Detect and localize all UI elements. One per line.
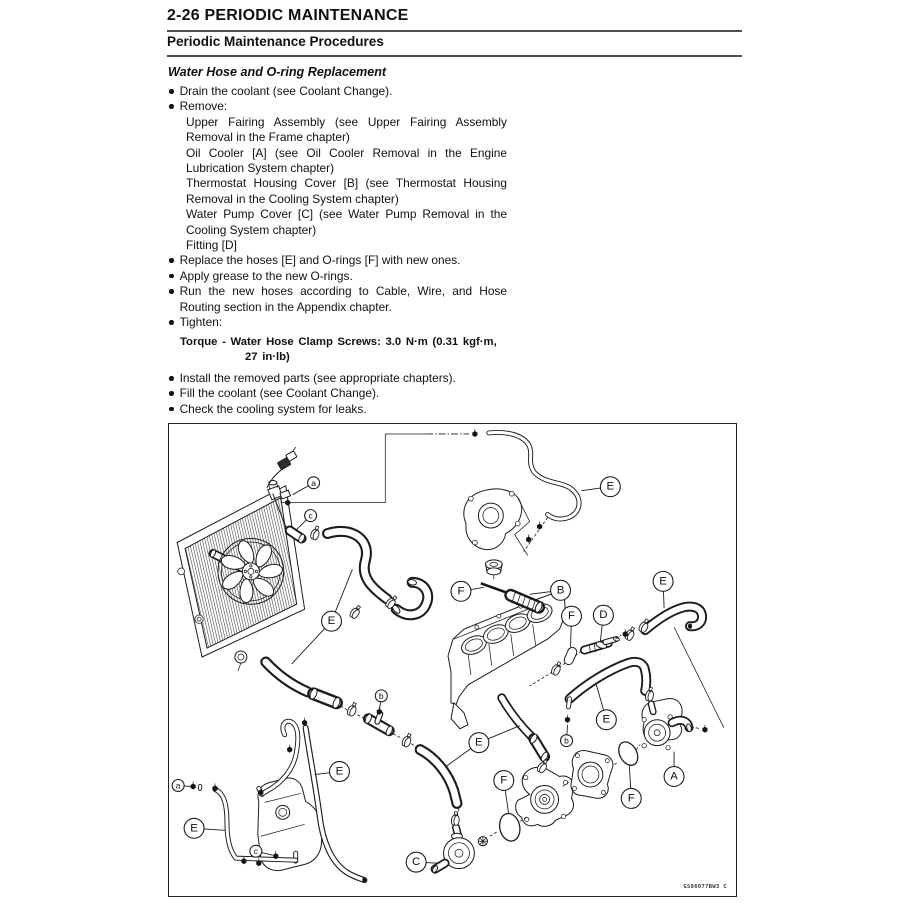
- svg-text:E: E: [190, 822, 198, 835]
- procedure-step: [167, 84, 507, 99]
- hose-clamp: [451, 811, 461, 825]
- svg-text:A: A: [670, 770, 678, 783]
- routing-leader-line: [281, 434, 426, 503]
- procedure-step: [167, 284, 507, 315]
- step-text: Oil Cooler [A] (see Oil Cooler Removal in the Engine Lubrication System chapter): [186, 145, 507, 176]
- bullet-dot: [169, 376, 174, 381]
- svg-text:b: b: [564, 735, 569, 746]
- bolt: [212, 783, 217, 791]
- step-text: Upper Fairing Assembly (see Upper Fairing Assembly Removal in the Frame chapter): [186, 114, 507, 145]
- procedure-step: [167, 371, 507, 386]
- svg-text:E: E: [327, 615, 336, 628]
- bypass-hose: [569, 662, 647, 707]
- procedure-title: Water Hose and O-ring Replacement: [168, 65, 387, 79]
- thermostat-seal: [481, 583, 506, 592]
- procedure-step: [167, 207, 507, 238]
- callout-F: [494, 771, 514, 815]
- procedure-step: [167, 176, 507, 207]
- bolt: [191, 781, 196, 789]
- cooling-system-figure: [168, 423, 737, 897]
- hose-end: [688, 623, 692, 628]
- cooler-o-ring: [615, 739, 642, 769]
- callout-E: [446, 726, 520, 767]
- diagram-code: GS06077BW3 C: [683, 884, 727, 891]
- pump-o-ring: [497, 812, 522, 843]
- step-text: Run the new hoses according to Cable, Wire, and Hose Routing section in the Appendix chapter.: [179, 284, 507, 314]
- svg-text:F: F: [567, 610, 575, 623]
- thermostat: [485, 560, 502, 579]
- bullet-dot: [169, 407, 174, 412]
- svg-text:E: E: [602, 713, 611, 726]
- section-header: Periodic Maintenance Procedures: [167, 34, 384, 49]
- callout-F: [621, 765, 641, 809]
- hose-clamp: [550, 661, 563, 677]
- hose-end: [362, 877, 366, 882]
- step-text: Remove:: [179, 99, 228, 114]
- callout-E: [184, 818, 225, 838]
- bolt: [537, 522, 542, 530]
- step-text: Thermostat Housing Cover [B] (see Thermostat Housing Removal in the Cooling System chapter): [186, 176, 507, 206]
- procedure-step: [167, 146, 507, 177]
- callout-a: [172, 779, 191, 791]
- bullet-dot: [169, 104, 174, 109]
- bullet-dot: [169, 320, 174, 325]
- step-text: Install the removed parts (see appropriate chapters).: [179, 370, 456, 385]
- bolt: [287, 745, 292, 753]
- svg-text:E: E: [659, 575, 667, 588]
- procedure-step: [167, 386, 507, 401]
- chapter-header: 2-26 PERIODIC MAINTENANCE: [167, 7, 409, 24]
- step-text: Drain the coolant (see Coolant Change).: [179, 84, 393, 98]
- hose-clamp: [310, 525, 322, 540]
- callout-A: [664, 752, 684, 787]
- callout-c: [297, 510, 317, 530]
- procedure-step: [167, 315, 507, 330]
- svg-text:c: c: [253, 846, 258, 857]
- callout-F: [562, 606, 582, 647]
- bullet-dot: [169, 289, 174, 294]
- svg-text:F: F: [627, 792, 635, 805]
- bolt: [526, 535, 531, 543]
- cooling-system-diagram: [169, 424, 736, 896]
- callout-F: [451, 581, 484, 601]
- bolt: [565, 715, 570, 723]
- procedure-step: [167, 269, 507, 284]
- procedure-step: [167, 402, 507, 417]
- torque-spec: Torque - Water Hose Clamp Screws: 3.0 N·m (0.31 kgf·m,: [180, 335, 497, 348]
- hose-clamp: [346, 702, 359, 718]
- callout-E: [596, 685, 616, 730]
- hose-clamp: [349, 604, 363, 620]
- procedure-step: [167, 253, 507, 268]
- svg-text:F: F: [457, 585, 465, 598]
- svg-text:F: F: [500, 774, 508, 787]
- upper-radiator-hose: [328, 531, 428, 614]
- callout-a: [293, 477, 320, 495]
- callout-b: [561, 725, 573, 747]
- step-text: Tighten:: [179, 315, 223, 330]
- callout-b: [375, 690, 387, 712]
- callout-D: [593, 605, 613, 641]
- oil-cooler: [642, 698, 700, 749]
- washer: [198, 784, 202, 790]
- procedure-step: [167, 99, 507, 114]
- bolt: [302, 718, 307, 726]
- callout-E: [653, 571, 673, 608]
- bullet-dot: [169, 258, 174, 263]
- bolt: [472, 429, 477, 437]
- svg-text:B: B: [556, 584, 565, 597]
- procedure-step: [167, 238, 507, 253]
- step-text: Check the cooling system for leaks.: [179, 401, 367, 416]
- callout-E: [315, 762, 350, 782]
- svg-text:C: C: [412, 856, 421, 869]
- impeller: [478, 836, 488, 846]
- svg-text:b: b: [378, 690, 384, 701]
- step-text: Fitting [D]: [186, 238, 237, 253]
- water-pump-c: [432, 812, 527, 874]
- svg-text:E: E: [606, 480, 615, 493]
- procedure-steps: [167, 84, 507, 417]
- bullet-dot: [169, 274, 174, 279]
- hose-clamp: [401, 732, 414, 748]
- radiator: [177, 447, 306, 671]
- header-rule: [167, 30, 742, 32]
- section-rule: [167, 55, 742, 57]
- bolt: [702, 725, 707, 733]
- bolt: [623, 629, 628, 637]
- thermostat-housing: [464, 489, 544, 613]
- step-text: Apply grease to the new O-rings.: [179, 268, 353, 283]
- fitting-d: [530, 635, 622, 686]
- step-text: Fill the coolant (see Coolant Change).: [179, 386, 380, 401]
- step-text: Replace the hoses [E] and O-rings [F] with new ones.: [179, 253, 461, 268]
- procedure-step: [167, 335, 507, 365]
- water-pump-body: [516, 767, 574, 826]
- svg-text:D: D: [599, 609, 608, 622]
- fitting-o-ring: [563, 646, 578, 666]
- svg-text:a: a: [175, 780, 181, 791]
- step-text: Water Pump Cover [C] (see Water Pump Removal in the Cooling System chapter): [186, 207, 507, 237]
- svg-text:c: c: [308, 510, 313, 521]
- bullet-dot: [169, 89, 174, 94]
- svg-text:E: E: [335, 765, 344, 778]
- torque-spec-continued: 27 in·lb): [245, 350, 290, 363]
- svg-text:a: a: [311, 477, 316, 488]
- callout-E: [581, 477, 620, 497]
- svg-text:E: E: [475, 736, 483, 749]
- procedure-step: [167, 115, 507, 146]
- bullet-dot: [169, 391, 174, 396]
